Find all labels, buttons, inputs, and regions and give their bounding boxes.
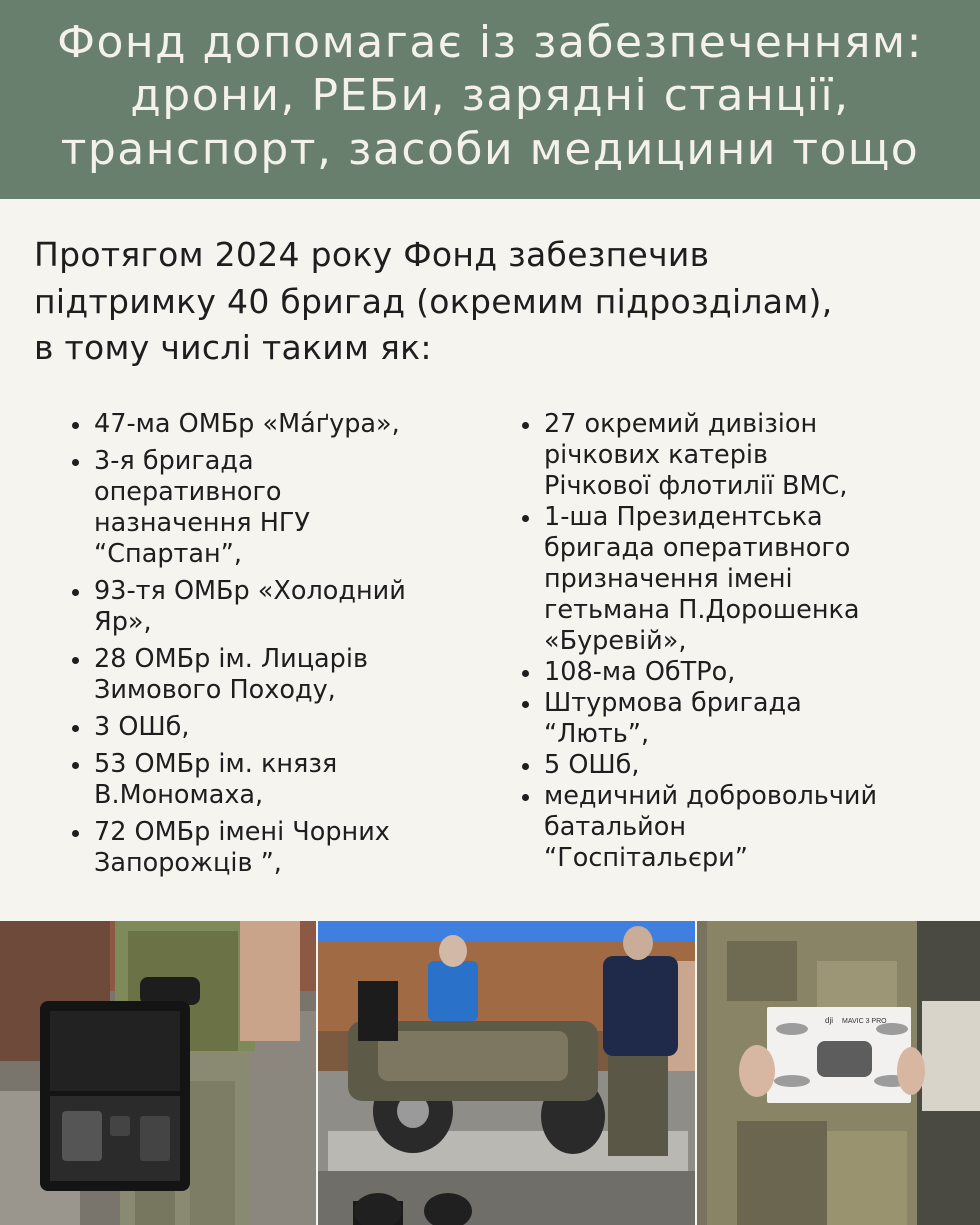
list-item-line: назначення НГУ: [94, 508, 310, 538]
list-item-line: бригада оперативного: [544, 533, 851, 563]
list-item: [522, 750, 972, 781]
list-item-line: 28 ОМБр ім. Лицарів: [94, 644, 368, 674]
banner-line: дрони, РЕБи, зарядні станції,: [130, 70, 850, 121]
list-item: [522, 688, 972, 750]
list-item-line: Запорожців ”,: [94, 848, 282, 878]
list-item: [72, 712, 512, 743]
list-item-line: 5 ОШб,: [544, 750, 640, 780]
photo-drone-box: [697, 921, 980, 1225]
banner-line: Фонд допомагає із забезпеченням:: [57, 17, 923, 68]
photo-soldier-drone-case: [0, 921, 316, 1225]
intro-text-line: підтримку 40 бригад (окремим підрозділам),: [34, 282, 833, 321]
list-item-line: 3 ОШб,: [94, 712, 190, 742]
photo-strip: [0, 921, 980, 1225]
bullet-icon: [72, 830, 79, 837]
bullet-icon: [522, 701, 529, 708]
list-item-line: 3-я бригада: [94, 446, 254, 476]
bullet-icon: [72, 725, 79, 732]
bullet-icon: [72, 762, 79, 769]
list-item: [522, 657, 972, 688]
list-item-line: призначення імені: [544, 564, 793, 594]
list-item-line: 1-ша Президентська: [544, 502, 823, 532]
list-item-line: “Спартан”,: [94, 539, 242, 569]
list-item-line: Річкової флотилії ВМС,: [544, 471, 848, 501]
list-item: [522, 781, 972, 874]
list-item-line: 72 ОМБр імені Чорних: [94, 817, 390, 847]
bullet-icon: [522, 670, 529, 677]
list-item: [72, 749, 512, 811]
brigade-list-left: [72, 409, 512, 885]
list-item-line: 53 ОМБр ім. князя: [94, 749, 338, 779]
bullet-icon: [72, 589, 79, 596]
box-label-text: MAVIC 3 PRO: [842, 1018, 887, 1025]
list-item: [72, 576, 512, 638]
list-item: [72, 409, 512, 440]
list-item-line: оперативного: [94, 477, 282, 507]
list-item-line: річкових катерів: [544, 440, 769, 470]
banner-line: транспорт, засоби медицини тощо: [60, 124, 920, 175]
bullet-icon: [522, 422, 529, 429]
list-item-line: Яр»,: [94, 607, 152, 637]
list-item-line: “Госпітальєри”: [544, 843, 748, 873]
bullet-icon: [522, 515, 529, 522]
list-item-line: В.Мономаха,: [94, 780, 264, 810]
list-item: [522, 502, 972, 657]
brigade-list-right: [522, 409, 972, 874]
photo-atv-trailer: [318, 921, 695, 1225]
list-item: [72, 446, 512, 570]
bullet-icon: [72, 459, 79, 466]
intro-text-line: в тому числі таким як:: [34, 328, 432, 367]
list-item-line: гетьмана П.Дорошенка: [544, 595, 860, 625]
header-banner: [0, 0, 980, 199]
bullet-icon: [522, 763, 529, 770]
list-item-line: 27 окремий дивізіон: [544, 409, 818, 439]
list-item-line: 93-тя ОМБр «Холодний: [94, 576, 406, 606]
list-item-line: 47-ма ОМБр «Ма́ґура»,: [94, 409, 400, 439]
box-logo-text: dji: [825, 1016, 834, 1025]
list-item-line: «Буревій»,: [544, 626, 687, 656]
intro-text-line: Протягом 2024 року Фонд забезпечив: [34, 235, 710, 274]
bullet-icon: [72, 422, 79, 429]
bullet-icon: [522, 794, 529, 801]
list-item-line: Зимового Походу,: [94, 675, 336, 705]
list-item: [72, 644, 512, 706]
list-item-line: 108-ма ОбТРо,: [544, 657, 736, 687]
list-item: [72, 817, 512, 879]
list-item-line: Штурмова бригада: [544, 688, 802, 718]
list-item-line: “Лють”,: [544, 719, 650, 749]
list-item-line: медичний добровольчий: [544, 781, 878, 811]
list-item-line: батальйон: [544, 812, 687, 842]
bullet-icon: [72, 657, 79, 664]
list-item: [522, 409, 972, 502]
